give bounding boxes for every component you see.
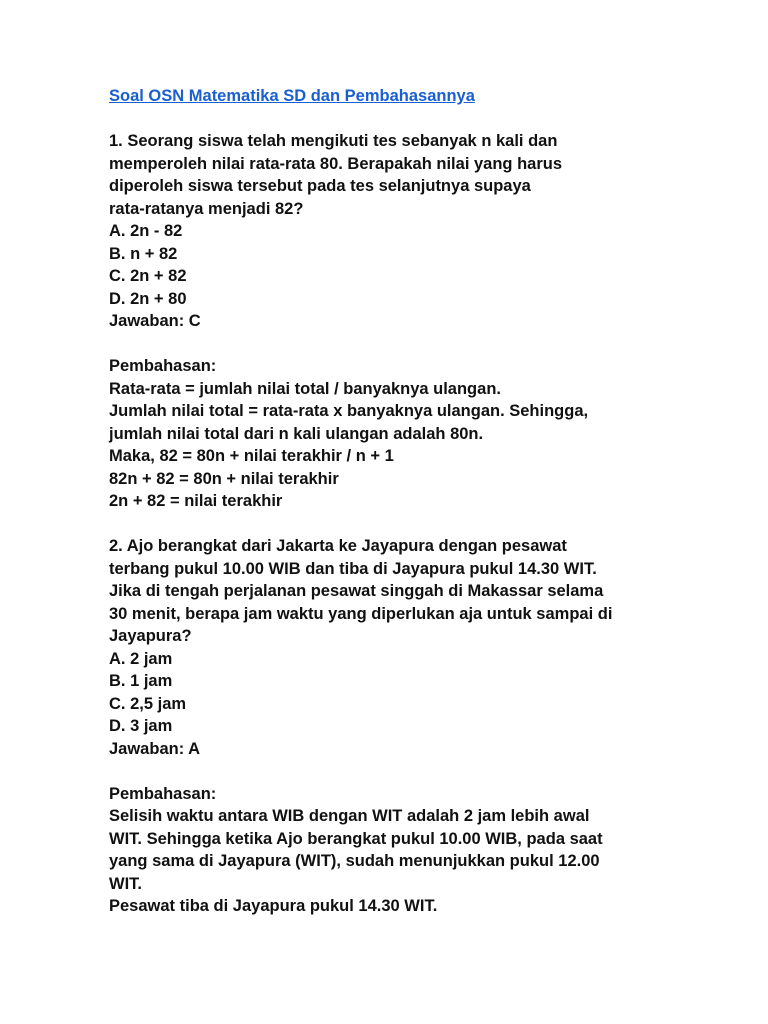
discussion-1-line: jumlah nilai total dari n kali ulangan adalah 80n. (109, 424, 484, 443)
discussion-2-line: Selisih waktu antara WIB dengan WIT adalah 2 jam lebih awal (109, 807, 590, 825)
question-1-line: 1. Seorang siswa telah mengikuti tes sebanyak n kali dan (109, 132, 558, 150)
question-2-line: 30 menit, berapa jam waktu yang diperlukan aja untuk sampai di (109, 604, 613, 623)
question-1-line: diperoleh siswa tersebut pada tes selanjutnya supaya (109, 177, 531, 195)
question-2-answer: Jawaban: A (109, 739, 201, 758)
discussion-1-line: Maka, 82 = 80n + nilai terakhir / n + 1 (109, 447, 394, 465)
question-2-line: Jika di tengah perjalanan pesawat singgah di Makassar selama (109, 582, 604, 600)
question-2-line: 2. Ajo berangkat dari Jakarta ke Jayapura dengan pesawat (109, 537, 567, 555)
question-1-option-b: B. n + 82 (109, 244, 178, 263)
discussion-1-line: 82n + 82 = 80n + nilai terakhir (109, 469, 339, 488)
question-1-option-d: D. 2n + 80 (109, 289, 187, 308)
question-2-line: Jayapura? (109, 627, 192, 645)
discussion-2-line: yang sama di Jayapura (WIT), sudah menunjukkan pukul 12.00 (109, 852, 600, 870)
question-2-option-c: C. 2,5 jam (109, 694, 187, 713)
discussion-1-line: Rata-rata = jumlah nilai total / banyaknya ulangan. (109, 379, 501, 398)
question-2 (109, 535, 728, 760)
question-2-option-a: A. 2 jam (109, 649, 173, 668)
document-title-link[interactable]: Soal OSN Matematika SD dan Pembahasannya (109, 87, 475, 105)
question-2-option-d: D. 3 jam (109, 717, 173, 735)
question-2-option-b: B. 1 jam (109, 672, 173, 690)
question-2-line: terbang pukul 10.00 WIB dan tiba di Jayapura pukul 14.30 WIT. (109, 559, 597, 578)
discussion-2-line: WIT. Sehingga ketika Ajo berangkat pukul 10.00 WIB, pada saat (109, 829, 603, 848)
discussion-2-line: WIT. (109, 874, 142, 893)
question-1-line: memperoleh nilai rata-rata 80. Berapakah nilai yang harus (109, 154, 563, 173)
question-1-line: rata-ratanya menjadi 82? (109, 199, 304, 218)
question-1-answer: Jawaban: C (109, 312, 201, 330)
discussion-1-heading: Pembahasan: (109, 357, 217, 375)
discussion-1-line: 2n + 82 = nilai terakhir (109, 492, 283, 510)
question-1-option-a: A. 2n - 82 (109, 222, 183, 240)
discussion-1-line: Jumlah nilai total = rata-rata x banyaknya ulangan. Sehingga, (109, 402, 589, 420)
discussion-2-line: Pesawat tiba di Jayapura pukul 14.30 WIT. (109, 897, 438, 915)
discussion-1 (109, 355, 728, 513)
question-1-option-c: C. 2n + 82 (109, 267, 187, 285)
discussion-2 (109, 783, 728, 918)
discussion-2-heading: Pembahasan: (109, 784, 217, 803)
question-1 (109, 130, 728, 333)
